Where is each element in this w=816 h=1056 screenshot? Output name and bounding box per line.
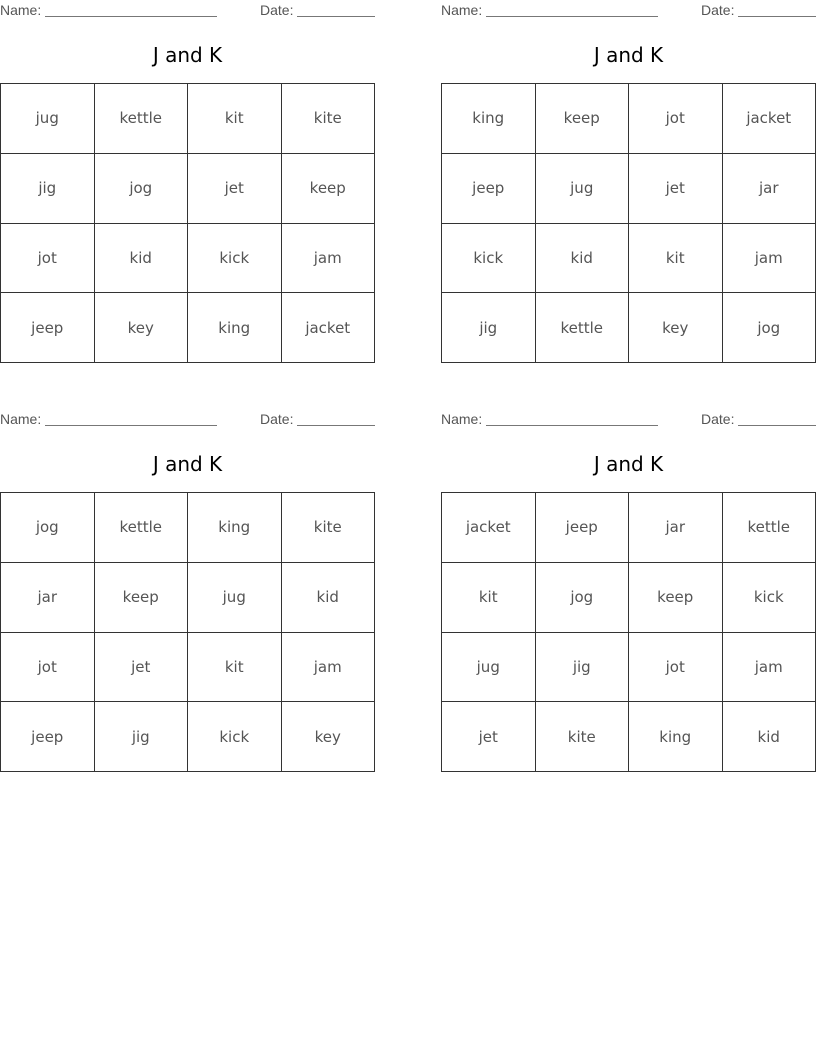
bingo-cell: jet [442, 702, 536, 772]
bingo-cell: king [188, 293, 282, 363]
bingo-cell: kite [536, 702, 630, 772]
name-blank [486, 16, 658, 17]
name-label: Name: [441, 411, 483, 427]
bingo-cell: jog [536, 563, 630, 633]
card-title: J and K [593, 452, 664, 476]
bingo-cell: keep [629, 563, 723, 633]
bingo-cell: keep [536, 84, 630, 154]
bingo-cell: kick [188, 702, 282, 772]
card-header [441, 0, 816, 20]
bingo-cell: key [282, 702, 376, 772]
bingo-cell: jet [629, 154, 723, 224]
bingo-cell: jot [629, 84, 723, 154]
bingo-cell: jog [95, 154, 189, 224]
bingo-cell: key [629, 293, 723, 363]
bingo-cell: kid [723, 702, 816, 772]
date-label: Date: [260, 2, 294, 18]
bingo-cell: jeep [536, 493, 630, 563]
date-blank [738, 425, 816, 426]
bingo-cell: kid [95, 224, 189, 294]
bingo-cell: jog [1, 493, 95, 563]
bingo-grid [441, 492, 816, 772]
bingo-cell: kick [442, 224, 536, 294]
name-label: Name: [0, 411, 42, 427]
bingo-cell: jug [188, 563, 282, 633]
card-header [0, 0, 375, 20]
bingo-cell: king [442, 84, 536, 154]
bingo-cell: jig [536, 633, 630, 703]
name-blank [486, 425, 658, 426]
bingo-cell: kid [536, 224, 630, 294]
bingo-cell: kit [629, 224, 723, 294]
bingo-cell: jar [1, 563, 95, 633]
bingo-cell: jam [723, 224, 816, 294]
bingo-cell: jam [723, 633, 816, 703]
date-blank [297, 16, 375, 17]
bingo-cell: kick [723, 563, 816, 633]
date-blank [297, 425, 375, 426]
bingo-cell: jot [629, 633, 723, 703]
bingo-cell: jig [1, 154, 95, 224]
bingo-cell: jacket [442, 493, 536, 563]
bingo-grid [441, 83, 816, 363]
bingo-grid [0, 492, 375, 772]
card-header [441, 409, 816, 429]
bingo-card [441, 409, 816, 746]
bingo-cell: jam [282, 633, 376, 703]
bingo-cell: jig [442, 293, 536, 363]
name-label: Name: [441, 2, 483, 18]
name-blank [45, 425, 217, 426]
bingo-cell: jeep [1, 293, 95, 363]
bingo-cell: kettle [536, 293, 630, 363]
date-label: Date: [701, 2, 735, 18]
bingo-cell: jet [95, 633, 189, 703]
bingo-cell: jeep [1, 702, 95, 772]
bingo-cell: key [95, 293, 189, 363]
date-label: Date: [701, 411, 735, 427]
bingo-cell: jig [95, 702, 189, 772]
card-header [0, 409, 375, 429]
bingo-cell: jet [188, 154, 282, 224]
bingo-card [0, 0, 375, 337]
bingo-cell: kettle [95, 84, 189, 154]
date-label: Date: [260, 411, 294, 427]
bingo-cell: kick [188, 224, 282, 294]
bingo-cell: king [629, 702, 723, 772]
bingo-cell: jog [723, 293, 816, 363]
bingo-grid [0, 83, 375, 363]
bingo-card [441, 0, 816, 337]
bingo-cell: keep [95, 563, 189, 633]
bingo-cell: jar [723, 154, 816, 224]
bingo-cell: kid [282, 563, 376, 633]
bingo-cell: kite [282, 493, 376, 563]
card-title: J and K [152, 43, 223, 67]
bingo-cell: kettle [723, 493, 816, 563]
bingo-cell: kit [188, 633, 282, 703]
bingo-cell: kit [188, 84, 282, 154]
bingo-cell: jeep [442, 154, 536, 224]
name-label: Name: [0, 2, 42, 18]
bingo-card [0, 409, 375, 746]
bingo-cell: kite [282, 84, 376, 154]
bingo-cell: jot [1, 633, 95, 703]
bingo-cell: jug [536, 154, 630, 224]
bingo-cell: kettle [95, 493, 189, 563]
bingo-cell: jug [442, 633, 536, 703]
date-blank [738, 16, 816, 17]
bingo-cell: jot [1, 224, 95, 294]
bingo-cell: king [188, 493, 282, 563]
bingo-cell: jacket [723, 84, 816, 154]
bingo-cell: kit [442, 563, 536, 633]
bingo-cell: jacket [282, 293, 376, 363]
name-blank [45, 16, 217, 17]
bingo-cell: jug [1, 84, 95, 154]
card-title: J and K [152, 452, 223, 476]
card-title: J and K [593, 43, 664, 67]
bingo-cell: jar [629, 493, 723, 563]
bingo-cell: jam [282, 224, 376, 294]
bingo-cell: keep [282, 154, 376, 224]
